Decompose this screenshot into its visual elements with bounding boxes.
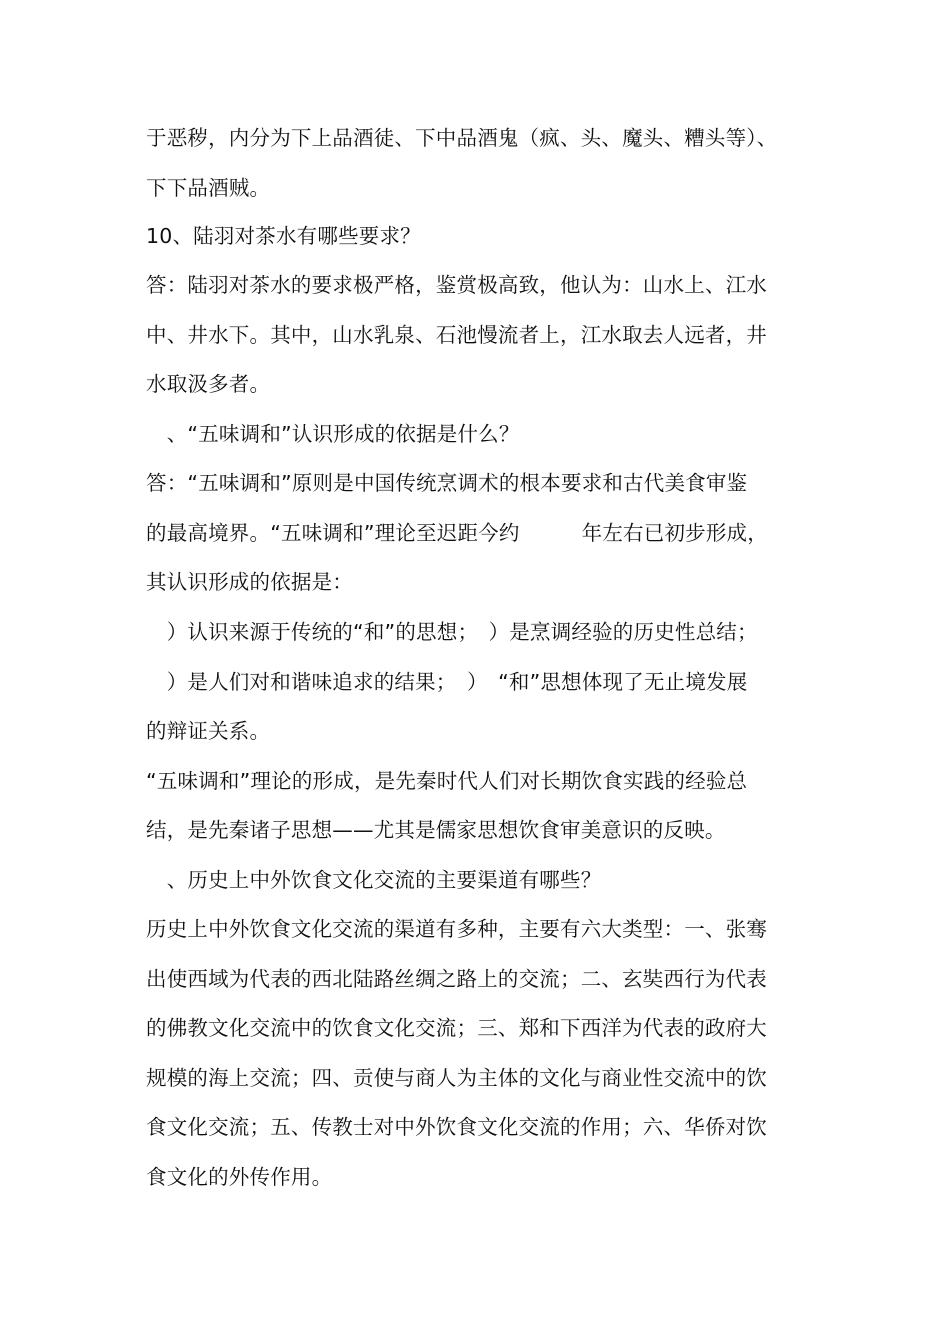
text-line: ）是人们对和谐味追求的结果； ） “和”思想体现了无止境发展 [146, 670, 748, 694]
question-heading: 、历史上中外饮食文化交流的主要渠道有哪些？ [146, 868, 602, 892]
text-line: 的最高境界。“五味调和”理论至迟距今约 年左右已初步形成， [146, 521, 768, 545]
text-line: 规模的海上交流；四、贡使与商人为主体的文化与商业性交流中的饮 [146, 1066, 767, 1090]
text-line: 于恶秽，内分为下上品酒徒、下中品酒鬼（疯、头、魔头、糟头等）、 [146, 126, 778, 150]
text-line: 中、井水下。其中，山水乳泉、石池慢流者上，江水取去人远者，井 [146, 323, 767, 347]
text-line: 答：“五味调和”原则是中国传统烹调术的根本要求和古代美食审鉴 [146, 471, 748, 495]
text-line: 的辩证关系。 [146, 719, 271, 743]
text-line: 出使西域为代表的西北陆路丝绸之路上的交流；二、玄奘西行为代表 [146, 967, 767, 991]
text-line: 食文化的外传作用。 [146, 1165, 333, 1189]
question-heading: 10、陆羽对茶水有哪些要求？ [146, 224, 421, 248]
text-line: 历史上中外饮食文化交流的渠道有多种，主要有六大类型：一、张骞 [146, 917, 767, 941]
text-line: 下下品酒贼。 [146, 176, 271, 200]
text-line: 水取汲多者。 [146, 372, 271, 396]
text-line: 答：陆羽对茶水的要求极严格，鉴赏极高致，他认为：山水上、江水 [146, 273, 767, 297]
text-line: “五味调和”理论的形成，是先秦时代人们对长期饮食实践的经验总 [146, 769, 748, 793]
text-line: 其认识形成的依据是： [146, 570, 353, 594]
text-line: 结，是先秦诸子思想——尤其是儒家思想饮食审美意识的反映。 [146, 818, 726, 842]
text-line: 的佛教文化交流中的饮食文化交流；三、郑和下西洋为代表的政府大 [146, 1016, 767, 1040]
text-line: ）认识来源于传统的“和”的思想； ）是烹调经验的历史性总结； [146, 620, 758, 644]
question-heading: 、“五味调和”认识形成的依据是什么？ [146, 422, 520, 446]
text-line: 食文化交流；五、传教士对中外饮食文化交流的作用；六、华侨对饮 [146, 1115, 767, 1139]
